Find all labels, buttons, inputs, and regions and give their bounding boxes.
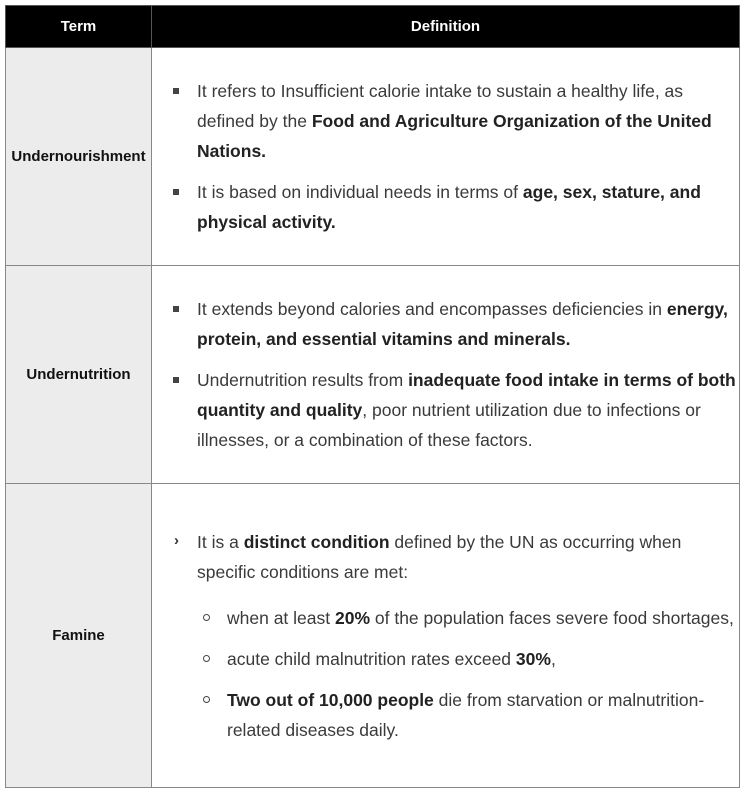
sub-bullet-text — [227, 608, 734, 628]
table-header-row — [6, 6, 740, 48]
text-segment: of the population faces severe food shortages, — [370, 607, 734, 628]
sub-bullet-text — [227, 649, 556, 669]
circle-bullet-icon — [203, 655, 210, 662]
sub-bullet-text — [227, 690, 704, 740]
definition-list — [152, 527, 739, 745]
text-segment: It is a — [197, 531, 244, 552]
square-bullet-icon — [173, 306, 179, 312]
sub-list-item — [227, 603, 739, 633]
bold-text: inadequate food intake in terms of both quantity and quality — [197, 370, 736, 420]
bold-text: distinct condition — [243, 531, 390, 552]
term-cell-famine: Famine — [6, 484, 152, 788]
bold-text: 20% — [334, 607, 371, 628]
sub-list-item — [227, 685, 739, 745]
text-segment: It refers to Insufficient calorie intake to sustain a healthy life, as defined by the — [197, 81, 684, 131]
chevron-right-icon: › — [174, 531, 179, 549]
text-segment: , — [550, 648, 556, 669]
definition-list — [152, 294, 739, 455]
definition-list — [152, 76, 739, 237]
text-segment: Undernutrition results from — [197, 370, 409, 390]
list-item — [174, 527, 739, 745]
bold-text: age, sex, stature, and physical activity. — [197, 182, 701, 232]
bullet-text — [197, 182, 701, 232]
table-row — [6, 266, 740, 484]
square-bullet-icon — [173, 88, 179, 94]
table-row — [6, 48, 740, 266]
list-item — [197, 365, 739, 455]
text-segment: when at least — [227, 607, 335, 628]
text-segment: It is based on individual needs in terms of — [197, 182, 523, 202]
bold-text: 30% — [515, 648, 551, 669]
list-item — [197, 294, 739, 354]
text-segment: , poor nutrient utilization due to infections or illnesses, or a combination of these factors. — [197, 400, 701, 450]
bullet-text — [197, 81, 712, 161]
bullet-text — [197, 299, 728, 349]
list-item — [197, 177, 739, 237]
definitions-table — [5, 5, 740, 788]
circle-bullet-icon — [203, 614, 210, 621]
definition-cell — [152, 484, 740, 788]
text-segment: defined by the UN as occurring when specific conditions are met: — [197, 531, 682, 582]
term-column-header: Term — [6, 6, 152, 48]
term-cell-undernourishment: Undernourishment — [6, 48, 152, 266]
definition-cell — [152, 266, 740, 484]
square-bullet-icon — [173, 189, 179, 195]
list-item — [197, 76, 739, 166]
sub-list-item — [227, 644, 739, 674]
text-segment: die from starvation or malnutrition-related diseases daily. — [227, 689, 705, 740]
bullet-text — [197, 370, 736, 450]
term-cell-undernutrition: Undernutrition — [6, 266, 152, 484]
bold-text: Food and Agriculture Organization of the United Nations. — [197, 111, 712, 161]
bold-text: Two out of 10,000 people — [227, 689, 434, 710]
text-segment: acute child malnutrition rates exceed — [227, 648, 516, 669]
sub-list — [197, 603, 739, 745]
bold-text: energy, protein, and essential vitamins and minerals. — [197, 299, 728, 349]
table-row — [6, 484, 740, 788]
definition-cell — [152, 48, 740, 266]
bullet-text — [197, 532, 681, 582]
text-segment: It extends beyond calories and encompasses deficiencies in — [197, 299, 667, 319]
definition-column-header: Definition — [152, 6, 740, 48]
square-bullet-icon — [173, 377, 179, 383]
circle-bullet-icon — [203, 696, 210, 703]
